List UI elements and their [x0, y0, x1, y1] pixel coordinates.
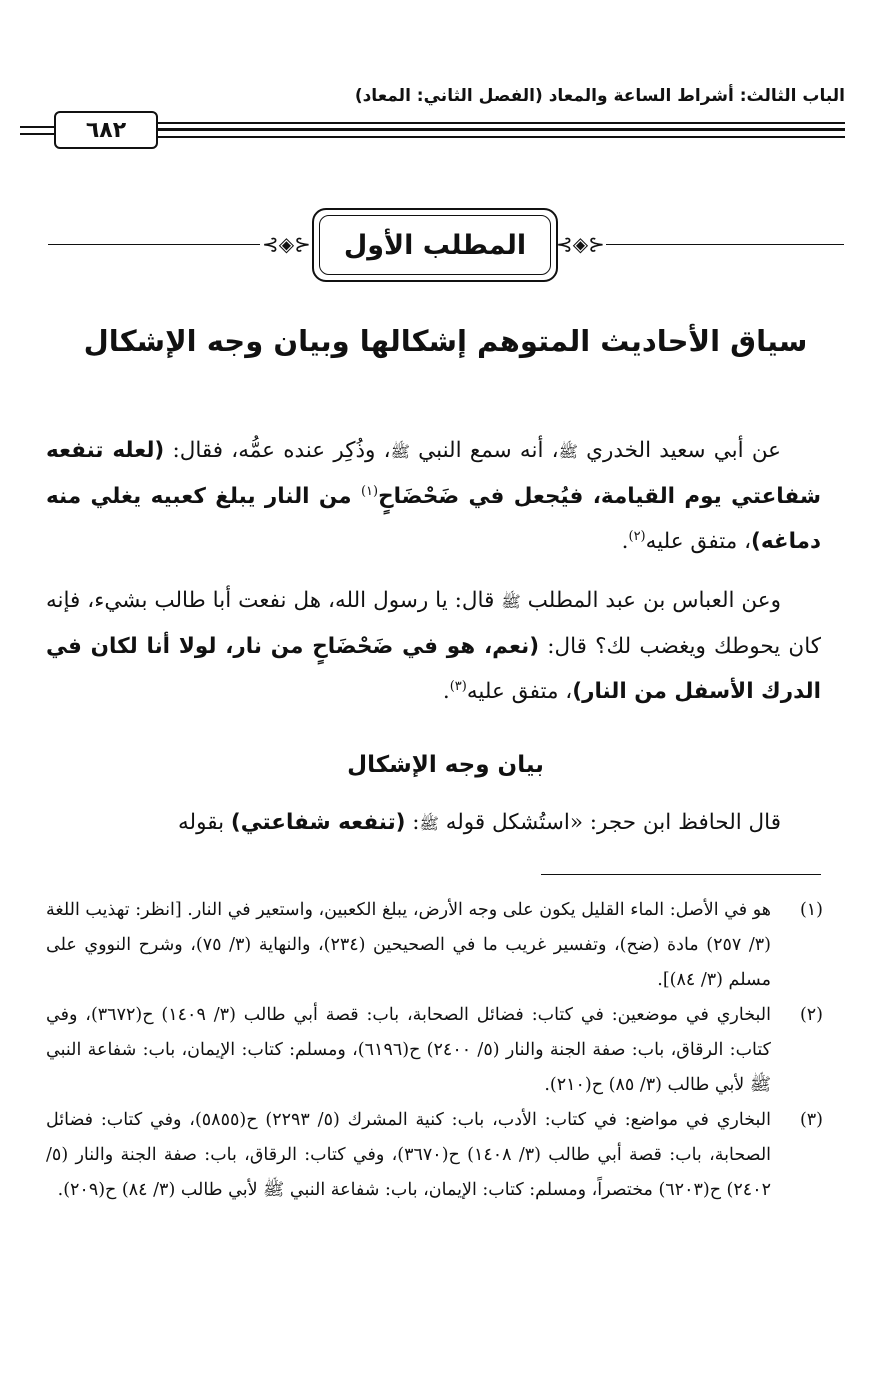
footnote-number: (٣) [799, 1110, 823, 1130]
left-flourish-icon: ⊰◈⊱ [262, 232, 311, 256]
text-run: عن أبي سعيد الخدري [577, 438, 782, 463]
honorific-glyph: ﷺ [558, 442, 578, 461]
text-run: . [621, 529, 629, 554]
text-run: ، متفق عليه [645, 529, 752, 554]
text-run: قال الحافظ ابن حجر: «استُشكل قوله [438, 810, 781, 835]
footnote-text: البخاري في مواضع: في كتاب: الأدب، باب: كنية المشرك (٥/ ٢٢٩٣) ح(٥٨٥٥)، وفي كتاب: فضائل الصحابة، باب: قصة أبي طالب (٣/ ١٤٠٨) ح(٣٦٧٠)، وفي كتاب: الرقاق، باب: صفة الجنة والنار (٥/ ٢٤٠٢) ح(٦٢٠٣) مختصراً، ومسلم: كتاب: الإيمان، باب: شفاعة النبي ﷺ لأبي طالب (٣/ ٨٤) ح(٢٠٩). [46, 1110, 772, 1200]
text-run: وعن العباس بن عبد المطلب [520, 588, 782, 613]
text-run: بقوله [178, 810, 231, 835]
text-run: ، وذُكِر عنده عمُّه، فقال: [164, 438, 391, 463]
footnote-ref-3[interactable]: (٣) [449, 678, 467, 694]
footnote-1 [46, 893, 823, 998]
right-divider [606, 244, 844, 245]
section-label: المطلب الأول [319, 215, 551, 275]
running-header: الباب الثالث: أشراط الساعة والمعاد (الفصل الثاني: المعاد) [354, 86, 845, 106]
honorific-glyph: ﷺ [419, 814, 439, 833]
honorific-glyph: ﷺ [390, 442, 410, 461]
hadith-quote: (نعم، هو في ضَحْضَاحٍ من نار، لولا أنا لكان في الدرك الأسفل من النار) [46, 634, 821, 704]
text-run: ، متفق عليه [466, 679, 573, 704]
footnote-number: (١) [799, 900, 823, 920]
section-label-frame [312, 208, 558, 282]
left-divider [48, 244, 260, 245]
footnote-text: البخاري في موضعين: في كتاب: فضائل الصحابة، باب: قصة أبي طالب (٣/ ١٤٠٩) ح(٣٦٧٢)، وفي كتاب: الرقاق، باب: صفة الجنة والنار (٥/ ٢٤٠٠) ح(٦١٩٦)، ومسلم: كتاب: الإيمان، باب: شفاعة النبي ﷺ لأبي طالب (٣/ ٨٥) ح(٢١٠). [46, 1005, 771, 1095]
footnote-ref-2[interactable]: (٢) [628, 528, 646, 544]
footnote-text: هو في الأصل: الماء القليل يكون على وجه الأرض، يبلغ الكعبين، واستعير في النار. [انظر: تهذيب اللغة (٣/ ٢٥٧) مادة (ضح)، وتفسير غريب ما في الصحيحين (٢٣٤)، والنهاية (٣/ ٧٥)، وشرح النووي على مسلم (٣/ ٨٤)]. [46, 900, 771, 990]
text-run: : [405, 810, 420, 835]
hadith-paragraph-2 [46, 578, 821, 714]
text-run: ، أنه سمع النبي [409, 438, 559, 463]
footnotes [46, 893, 823, 1208]
text-run: قال: يا رسول الله، هل نفعت أبا طالب بشيء، فإنه كان يحوطك ويغضب لك؟ قال: [46, 588, 821, 659]
footnote-ref-1[interactable]: (١) [360, 483, 379, 499]
footnote-3 [46, 1103, 823, 1208]
hadith-paragraph-1 [46, 428, 821, 564]
footnote-number: (٢) [799, 1005, 823, 1025]
footnote-2 [46, 998, 823, 1103]
hadith-quote: (تنفعه شفاعتي) [230, 810, 406, 835]
page-number: ٦٨٢ [54, 111, 158, 149]
explanation-paragraph [46, 800, 821, 846]
footnote-divider [541, 874, 821, 875]
text-run: . [442, 679, 450, 704]
right-flourish-icon: ⊰◈⊱ [556, 232, 605, 256]
honorific-glyph: ﷺ [501, 592, 521, 611]
hadith-quote: من النار يبلغ كعبيه يغلي منه دماغه) [46, 484, 821, 554]
section-title: سياق الأحاديث المتوهم إشكالها وبيان وجه الإشكال [83, 324, 808, 358]
subheading: بيان وجه الإشكال [347, 752, 544, 778]
hadith-quote: (لعله تنفعه شفاعتي يوم القيامة، فيُجعل في ضَحْضَاحٍ [46, 438, 821, 509]
